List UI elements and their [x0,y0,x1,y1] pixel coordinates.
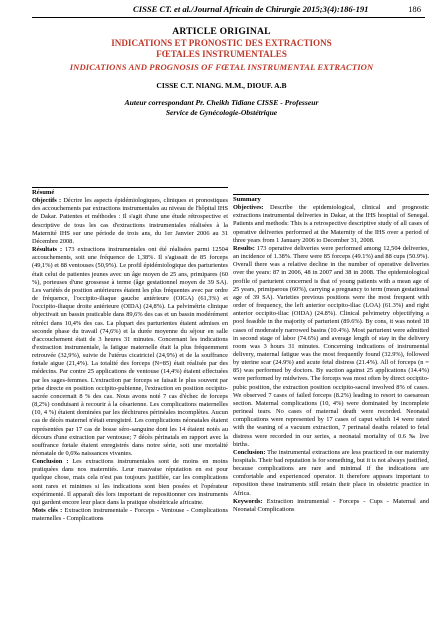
journal-citation: CISSE CT. et al./Journal Africain de Chirurgie 2015;3(4):186-191 [133,4,369,14]
resume-conclusion-text: Les extractions instrumentales sont de moins en moins pratiquées dans nos maternités. Leur mauvaise réputation en est pour quelque chose, mais cela n'est pas toujours justifiée, car les complications sont rares et minimes si les indications sont bien posées et l'opérateur expérimenté. Il apparaît dès lors important de repositionner ces instruments qui gardent encore leur place dans la pratique obstétricale africaine. [32,458,228,506]
resume-heading: Résumé [32,187,228,197]
summary-conclusion-label: Conclusion: [233,448,266,456]
summary-keywords [233,498,429,514]
resume-conclusion-label: Conclusion : [32,458,69,466]
summary-conclusion [233,449,429,498]
summary-results-text: 173 operative deliveries were performed among 12,504 deliveries, an incidence of 1.38%. There were 85 forceps (49.1%) and 88 cups (50.9%). Overall there was a relative decline in the number of operative deliveries over the years: 87 in 2006, 48 in 2007 and 38 in 2008. The epidemiological profile of parturient concerned is that of young patients with a mean age of 25 years, primiparous (60%), carrying a pregnancy to term (mean gestational age of 39 SA). Varieties previous positions were the most frequent with order of frequency, the left anterior occipito-iliac (LOA) (61.3%) and right anterior occipito-iliac (OIDA) (24.8%). Clinical pelvimetry objectifying a pool feasible in the majority of parturient (89.6%). By cons, it was noted 18 cases of moderately narrowed basins (10.4%). Most parturient were admitted in second stage of labor (74.6%) and average length of stay in the delivery room was 3 hours 31 minutes. Concerning indications of instrumental delivery, maternal fatigue was the most frequently found (32.9%), followed by uterine scar (24.9%) and acute fetal distress (21.4%). All of forceps (n = 85) was performed by doctors. By suction against 25 applications (14.4%) were performed by midwives. The forceps was most often by direct occipito-pubic position, the extraction position occipito-sacral involved 8% of cases. We observed 7 cases of failed forceps (8.2%) leading to resort to caesarean section. Maternal complications (10, 4%) were dominated by incomplete perineal tears. No cases of maternal death were recorded. Neonatal complications were represented by 17 cases of caput which 14 were rated with the waning of a vacuum extraction, 7 perinatal deaths related to fetal distress were recorded in our series, a neonatal mortality of 0.6 ‰ live births. [233,244,429,448]
summary-heading: Summary [233,194,429,204]
corresponding-author-line-1: Auteur correspondant Pr. Cheikh Tidiane CISSE - Professeur [124,98,319,107]
header-rule [32,17,425,18]
resume-resultats-text: 173 extractions instrumentales ont été réalisées parmi 12504 accouchements, soit une fréquence de 1,38%. Il s'agissait de 85 forceps (49,1%) et 88 ventouses (50,9%). Le profil épidémiologique des parturientes était celui de patientes jeunes avec un âge moyen de 25 ans, primipares (60 %), porteuses d'une grossesse à terme (âge gestationnel moyen de 39 SA). Les variétés de position antérieures étaient les plus fréquentes avec par ordre de fréquence, l'occipito-iliaque gauche antérieure (OIGA) (61,3%) et l'occipito-iliaque droite antérieure (OIDA) (24,8%). La pelvimétrie clinique objectivait un bassin praticable dans 89,6% des cas et un bassin modérément rétréci dans 10,4% des cas. La plupart des parturientes étaient admises en seconde phase du travail (74,6%) et la durée moyenne du séjour en salle d'accouchement était de 3 heures 31 minutes. Concernant les indications d'extraction instrumentale, la fatigue maternelle était la plus fréquemment retrouvée (32,9%), suivie de l'utérus cicatriciel (24,9%) et de la souffrance fœtale aigue (21,4%). La totalité des forceps (N=85) était réalisée par des médecins. Par contre 25 applications de ventouse (14,4%) étaient effectuées par les sages-femmes. L'extraction par forceps se faisait le plus souvent par prise directe en position occipito-pubienne, l'extraction en position occipito-sacrée concernait 8 % des cas. Nous avons noté 7 cas d'échec de forceps (8,2%) conduisant à recourir à la césarienne. Les complications maternelles (10, 4 %) étaient dominées par les déchirures périnéales incomplètes. Aucun cas de décès maternel n'était enregistré. Les complications néonatales étaient représentées par 17 cas de bosse séro-sanguine dont les 14 étaient notés au décours d'une extraction par ventouse; 7 décès périnatals en rapport avec la souffrance fœtale étaient enregistrés dans notre série, soit une mortalité néonatale de 0,6‰ naissances vivantes. [32,246,228,457]
summary-keywords-text: Extraction instrumental - Forceps - Cups - Maternal and Neonatal Complications [233,497,429,513]
resume-column [32,187,228,523]
summary-keywords-label: Keywords: [233,497,263,505]
resume-objectifs [32,197,228,246]
resume-mots-cles-label: Mots clés : [32,507,63,515]
resume-resultats [32,246,228,458]
article-type: ARTICLE ORIGINAL [172,26,271,37]
summary-results [233,245,429,449]
summary-column [233,194,429,514]
corresponding-author-line-2: Service de Gynécologie-Obstétrique [165,107,278,117]
summary-conclusion-text: The instrumental extractions are less practiced in our maternity hospitals. Their bad reputation is for something, but it is not always justified, because complications are rare and minimal if the indications are comfortable and experienced operator. It therefore appears important to reposition these instruments still retain their place in obstetric practice in Africa. [233,448,429,497]
resume-mots-cles-text: Extraction instrumentale - Forceps - Ventouse - Complications maternelles - Complications [32,507,228,523]
summary-results-label: Results: [233,244,255,252]
resume-objectifs-text: Décrire les aspects épidémiologiques, cliniques et pronostiques des accouchements par extractions instrumentales au niveau de l'hôpital IHS de Dakar. Patientes et méthodes : Il s'agit d'une une étude rétrospective et descriptive de tous les cas d'extractions instrumentales réalisées à la Maternité IHS sur une période de trois ans, du 1er Janvier 2006 au 31 Décembre 2008. [32,197,228,245]
page-number: 186 [408,4,421,14]
title-block [0,26,443,117]
resume-conclusion [32,458,228,507]
resume-mots-cles [32,507,228,523]
corresponding-author [0,98,443,117]
title-english: INDICATIONS AND PROGNOSIS OF FŒTAL INSTRUMENTAL EXTRACTION [69,62,374,72]
summary-objectives [233,204,429,245]
resume-objectifs-label: Objectifs : [32,197,62,205]
summary-objectives-label: Objectives: [233,204,264,212]
title-french [0,38,443,60]
running-head [0,4,443,18]
summary-objectives-text: Describe the epidemiological, clinical and prognostic extractions instrumental deliveries in Dakar, at the IHS hospital of Senegal. Patients and methods: This is a retrospective descriptive study of all cases of operative deliveries performed at the Maternity of the IHS over a period of three years from 1 January 2006 to December 31, 2008. [233,204,429,244]
authors: CISSE C.T. NIANG. M.M., DIOUF. A.B [156,81,287,90]
title-french-line-1: INDICATIONS ET PRONOSTIC DES EXTRACTIONS [111,38,332,48]
resume-resultats-label: Résultats : [32,246,63,254]
title-french-line-2: FŒTALES INSTRUMENTALES [156,49,287,59]
